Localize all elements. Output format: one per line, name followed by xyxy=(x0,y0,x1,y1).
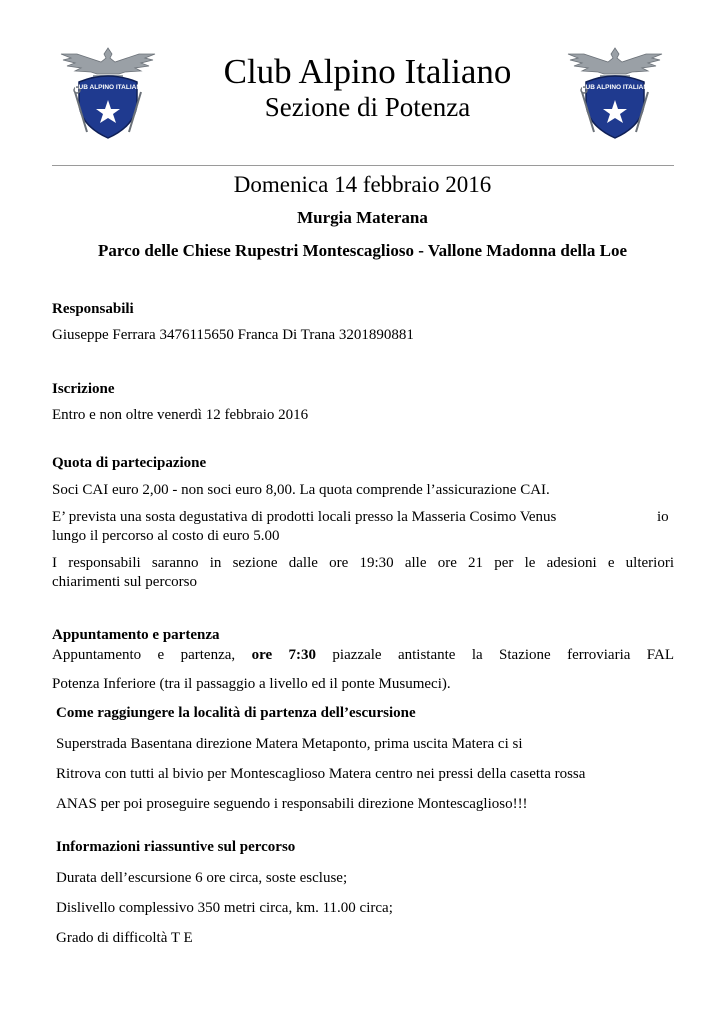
appuntamento-heading: Appuntamento e partenza xyxy=(52,627,220,643)
info-heading: Informazioni riassuntive sul percorso xyxy=(56,839,296,855)
appuntamento-post: piazzale antistante la Stazione ferroviaria FAL xyxy=(332,647,675,663)
come-raggiungere-line-2: Ritrova con tutti al bivio per Montescaglioso Matera centro nei pressi della casetta rossa xyxy=(56,766,586,782)
appuntamento-line-1 xyxy=(52,645,674,665)
come-raggiungere-line-1: Superstrada Basentana direzione Matera Metaponto, prima uscita Matera ci si xyxy=(56,736,523,752)
club-title: Club Alpino Italiano xyxy=(223,52,512,91)
info-line-2: Dislivello complessivo 350 metri circa, km. 11.00 circa; xyxy=(56,900,393,916)
come-raggiungere-line-3: ANAS per poi proseguire seguendo i responsabili direzione Montescaglioso!!! xyxy=(56,796,528,812)
come-raggiungere-heading: Come raggiungere la località di partenza dell’escursione xyxy=(56,705,416,721)
responsabili-heading: Responsabili xyxy=(52,301,134,317)
quota-line-2: E’ prevista una sosta degustativa di prodotti locali presso la Masseria Cosimo Venus xyxy=(52,509,557,525)
appuntamento-time: ore 7:30 xyxy=(251,647,317,663)
event-title: Murgia Materana xyxy=(297,208,428,227)
quota-line-3: lungo il percorso al costo di euro 5.00 xyxy=(52,528,280,544)
quota-line-5: chiarimenti sul percorso xyxy=(52,574,197,590)
quota-heading: Quota di partecipazione xyxy=(52,455,207,471)
section-subtitle: Sezione di Potenza xyxy=(264,92,471,122)
logo-lettering: CLUB ALPINO ITALIANO xyxy=(69,84,147,91)
event-subtitle: Parco delle Chiese Rupestri Montescaglioso - Vallone Madonna della Loe xyxy=(97,241,628,260)
header-divider xyxy=(52,165,674,166)
logo-lettering: CLUB ALPINO ITALIANO xyxy=(576,84,654,91)
quota-line-4: I responsabili saranno in sezione dalle ore 19:30 alle ore 21 per le adesioni e ulteriori xyxy=(52,555,674,571)
quota-line-2-end: io xyxy=(657,509,669,525)
iscrizione-heading: Iscrizione xyxy=(52,381,115,397)
info-line-3: Grado di difficoltà T E xyxy=(56,930,193,946)
appuntamento-line-2: Potenza Inferiore (tra il passaggio a livello ed il ponte Musumeci). xyxy=(52,676,451,692)
info-line-1: Durata dell’escursione 6 ore circa, soste escluse; xyxy=(56,870,348,886)
iscrizione-text: Entro e non oltre venerdì 12 febbraio 2016 xyxy=(52,407,309,423)
responsabili-text: Giuseppe Ferrara 3476115650 Franca Di Trana 3201890881 xyxy=(52,327,414,343)
appuntamento-pre: Appuntamento e partenza, xyxy=(52,647,236,663)
event-date: Domenica 14 febbraio 2016 xyxy=(233,172,492,197)
quota-line-1: Soci CAI euro 2,00 - non soci euro 8,00. La quota comprende l’assicurazione CAI. xyxy=(52,482,550,498)
